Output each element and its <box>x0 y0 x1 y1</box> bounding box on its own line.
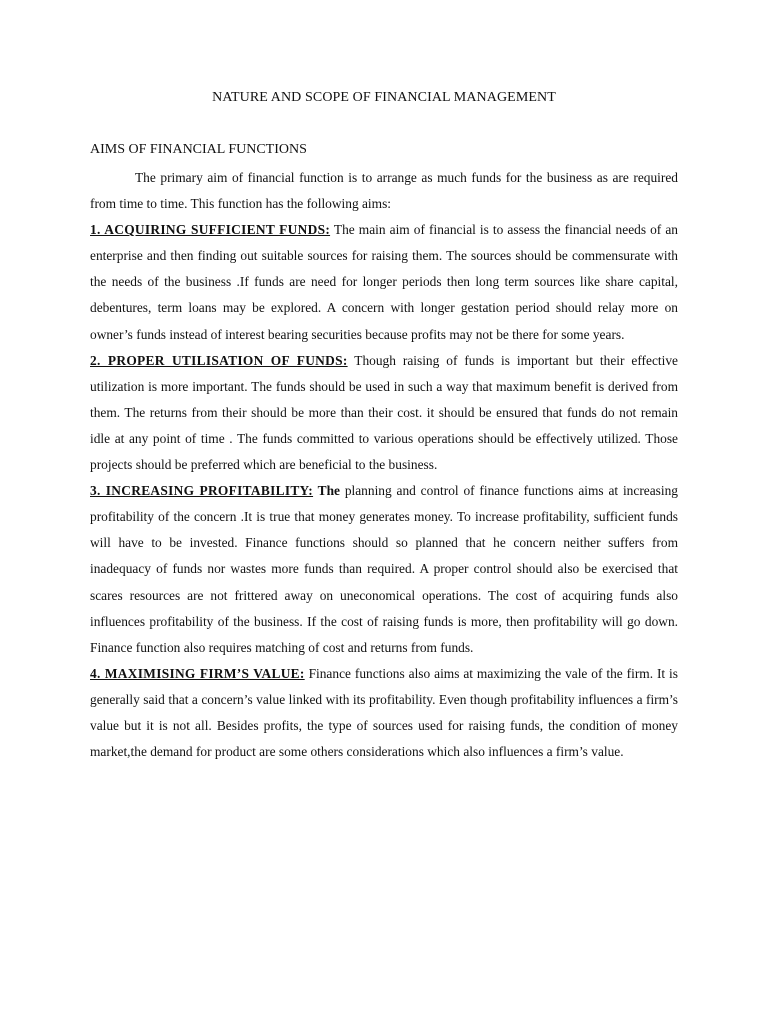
aim-text-2: Though raising of funds is important but their effective utilization is more important. The funds should be used in such a way that maximum benefit is derived from them. The returns from their should be more than their cost. it should be ensured that funds do not remain idle at any point of time . The funds committed to various operations should be effectively utilized. Those projects should be preferred which are beneficial to the business. <box>90 352 678 473</box>
aim-paragraph-2 <box>90 348 678 478</box>
aim-text-3: planning and control of finance functions aims at increasing profitability of the concern .It is true that money generates money. To increase profitability, sufficient funds will have to be invested. Finance functions should so planned that he concern neither suffers from inadequacy of funds nor wastes more funds than required. A proper control should also be exercised that scares resources are not frittered away on uneconomical operations. The cost of acquiring funds also influences profitability of the business. If the cost of raising funds is more, then profitability will go down. Finance function also requires matching of cost and returns from funds. <box>90 483 678 655</box>
aim-text-4: Finance functions also aims at maximizing the vale of the firm. It is generally said that a concern’s value linked with its profitability. Even though profitability influences a firm’s value but it is not all. Besides profits, the type of sources used for raising funds, the condition of money market,the demand for product are some others considerations which also influences a firm’s value. <box>90 665 678 760</box>
document-title: NATURE AND SCOPE OF FINANCIAL MANAGEMENT <box>212 90 556 105</box>
aim-paragraph-4 <box>90 661 678 765</box>
aim-paragraph-3 <box>90 478 678 661</box>
aim-lead-3: The <box>313 483 340 499</box>
aim-paragraph-1 <box>90 217 678 347</box>
aim-heading-1: 1. ACQUIRING SUFFICIENT FUNDS: <box>90 222 331 238</box>
intro-paragraph: The primary aim of financial function is to arrange as much funds for the business as are required from time to time. This function has the following aims: <box>90 170 678 212</box>
aim-text-1: The main aim of financial is to assess the financial needs of an enterprise and then finding out suitable sources for raising them. The sources should be commensurate with the needs of the business .If funds are need for longer periods then long term sources like share capital, debentures, term loans may be explored. A concern with longer gestation period should relay more on owner’s funds instead of interest bearing securities because profits may not be there for some years. <box>90 222 678 342</box>
aim-heading-3: 3. INCREASING PROFITABILITY: <box>90 483 314 499</box>
aim-heading-4: 4. MAXIMISING FIRM’S VALUE: <box>90 665 305 681</box>
document-body <box>90 165 678 765</box>
section-heading: AIMS OF FINANCIAL FUNCTIONS <box>90 142 307 157</box>
aim-heading-2: 2. PROPER UTILISATION OF FUNDS: <box>90 352 348 368</box>
